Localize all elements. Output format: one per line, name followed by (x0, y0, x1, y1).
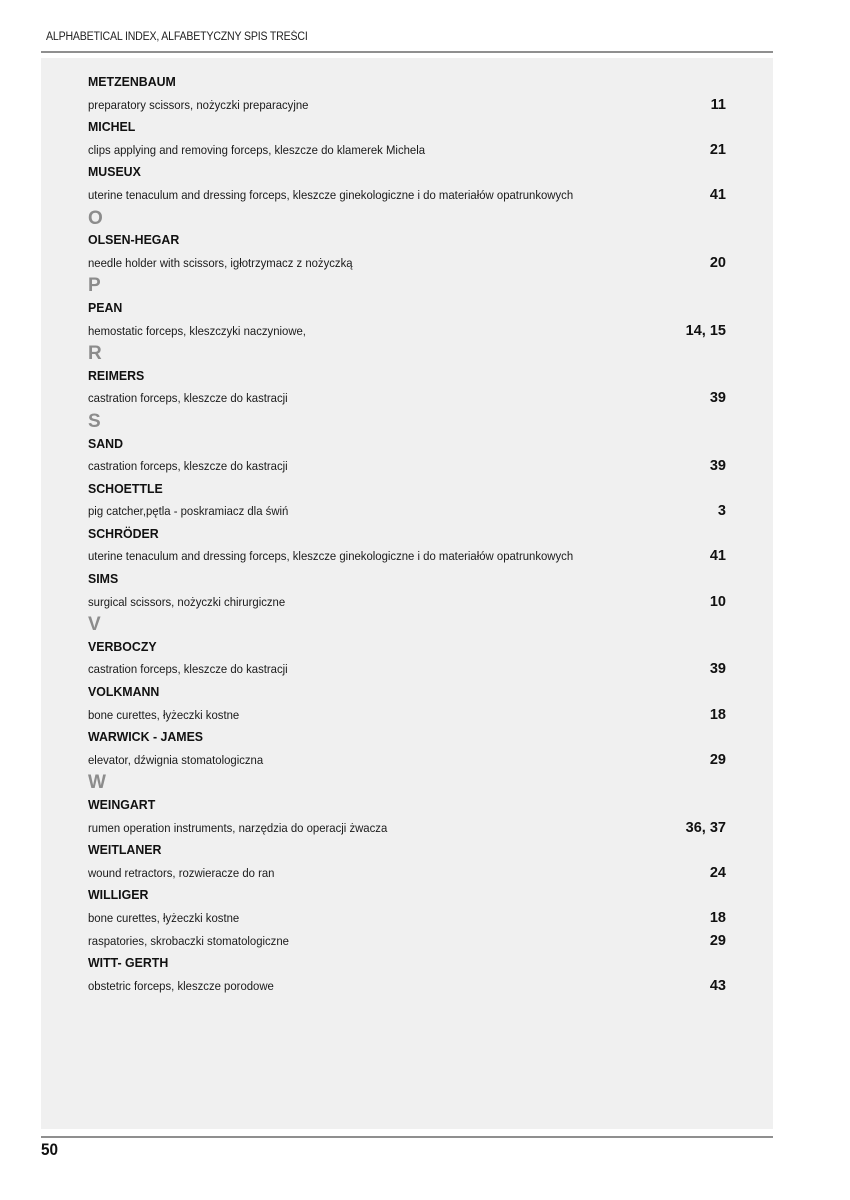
instrument-name: REIMERS (88, 367, 145, 383)
index-entry (88, 184, 728, 207)
entry-page-numbers: 11 (710, 96, 726, 113)
footer-rule (41, 1136, 773, 1138)
index-entry (88, 591, 728, 614)
index-entry (88, 817, 728, 840)
section-letter: O (88, 207, 103, 229)
index-entry (88, 320, 728, 343)
instrument-name: SCHRÖDER (88, 525, 159, 541)
entry-page-numbers: 43 (709, 977, 726, 994)
instrument-name: WITT- GERTH (88, 955, 169, 971)
section-letter: R (88, 343, 102, 365)
index-entry (88, 387, 728, 410)
instrument-name: OLSEN-HEGAR (88, 232, 180, 248)
instrument-name: SCHOETTLE (88, 480, 163, 496)
entry-page-numbers: 3 (717, 503, 726, 520)
index-entry (88, 455, 728, 478)
instrument-name: PEAN (88, 299, 123, 315)
entry-description: surgical scissors, nożyczki chirurgiczne (88, 594, 286, 609)
index-entry (88, 500, 728, 523)
entry-description: castration forceps, kleszcze do kastracji (88, 391, 288, 406)
entry-page-numbers: 20 (709, 254, 726, 271)
section-letter: S (88, 410, 101, 432)
index-entry (88, 545, 728, 568)
entry-description: wound retractors, rozwieracze do ran (88, 865, 275, 880)
entry-page-numbers: 36, 37 (685, 819, 726, 836)
index-entry (88, 704, 728, 727)
entry-description: preparatory scissors, nożyczki preparacyjne (88, 97, 309, 112)
instrument-name: MICHEL (88, 119, 136, 135)
instrument-name: MUSEUX (88, 164, 141, 180)
index-entry (88, 907, 728, 930)
entry-description: hemostatic forceps, kleszczyki naczyniowe, (88, 323, 306, 338)
header-rule (41, 51, 773, 53)
instrument-name: VERBOCZY (88, 638, 157, 654)
index-entry (88, 139, 728, 162)
section-letter: P (88, 275, 101, 297)
index-entry (88, 930, 728, 953)
index-entry (88, 658, 728, 681)
entry-page-numbers: 14, 15 (685, 322, 726, 339)
index-entry (88, 862, 728, 885)
running-header-title: ALPHABETICAL INDEX, ALFABETYCZNY SPIS TREŚCI (46, 31, 308, 43)
instrument-name: WEINGART (88, 797, 156, 812)
entry-description: elevator, dźwignia stomatologiczna (88, 752, 264, 767)
entry-page-numbers: 24 (709, 864, 726, 881)
entry-description: bone curettes, łyżeczki kostne (88, 910, 240, 925)
instrument-name: WARWICK - JAMES (88, 729, 204, 745)
entry-page-numbers: 41 (709, 186, 726, 203)
entry-page-numbers: 29 (709, 751, 726, 768)
instrument-name: WEITLANER (88, 842, 162, 858)
entry-page-numbers: 41 (709, 548, 726, 565)
entry-description: needle holder with scissors, igłotrzymacz z nożyczką (88, 255, 353, 270)
instrument-name: METZENBAUM (88, 74, 176, 89)
index-entry (88, 94, 728, 117)
entry-page-numbers: 29 (709, 932, 726, 949)
entry-description: castration forceps, kleszcze do kastracji (88, 662, 288, 677)
entry-description: bone curettes, łyżeczki kostne (88, 707, 240, 722)
entry-page-numbers: 39 (709, 661, 726, 678)
page-number: 50 (41, 1140, 59, 1159)
entry-description: raspatories, skrobaczki stomatologiczne (88, 933, 289, 948)
instrument-name: VOLKMANN (88, 684, 160, 700)
entry-page-numbers: 10 (709, 593, 726, 610)
entry-description: uterine tenaculum and dressing forceps, kleszcze ginekologiczne i do materiałów opatrunkowych (88, 187, 574, 202)
entry-description: pig catcher,pętla - poskramiacz dla świń (88, 504, 289, 519)
section-letter: W (88, 772, 106, 794)
section-letter: V (88, 614, 101, 636)
entry-page-numbers: 21 (709, 141, 726, 158)
instrument-name: WILLIGER (88, 887, 149, 903)
index-list (88, 71, 728, 997)
index-entry (88, 749, 728, 772)
index-entry (88, 252, 728, 275)
index-entry (88, 975, 728, 998)
entry-description: uterine tenaculum and dressing forceps, kleszcze ginekologiczne i do materiałów opatrunkowych (88, 549, 574, 564)
entry-description: rumen operation instruments, narzędzia do operacji żwacza (88, 820, 388, 835)
entry-page-numbers: 18 (709, 909, 726, 926)
entry-description: clips applying and removing forceps, kleszcze do klamerek Michela (88, 142, 426, 157)
entry-description: castration forceps, kleszcze do kastracji (88, 459, 288, 474)
entry-description: obstetric forceps, kleszcze porodowe (88, 978, 274, 993)
entry-page-numbers: 18 (709, 706, 726, 723)
instrument-name: SAND (88, 435, 124, 451)
instrument-name: SIMS (88, 571, 119, 587)
entry-page-numbers: 39 (709, 458, 726, 475)
entry-page-numbers: 39 (709, 390, 726, 407)
